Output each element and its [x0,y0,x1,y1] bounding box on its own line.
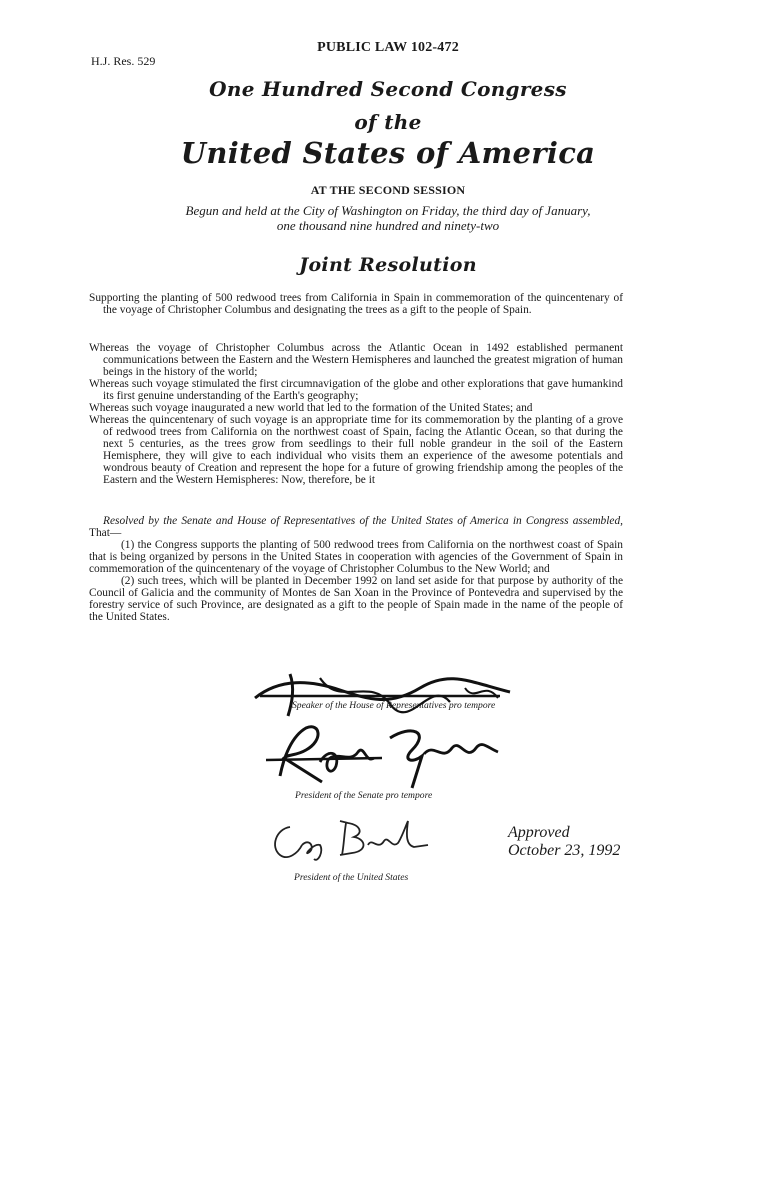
whereas-clause-1: Whereas the voyage of Christopher Columbus across the Atlantic Ocean in 1492 established permanent communications between the Eastern and the Western Hemispheres and launched the greatest migration of human beings in the history of the world; [89,342,623,378]
senate-label: President of the Senate pro tempore [295,790,433,801]
whereas-clause-3: Whereas such voyage inaugurated a new world that led to the formation of the United States; and [89,402,533,414]
approved-date: October 23, 1992 [508,842,621,859]
speaker-label: Speaker of the House of Representatives pro tempore [292,700,496,711]
resolved-clause-2: (2) such trees, which will be planted in December 1992 on land set aside for that purpose by authority of the Council of Galicia and the community of Montes de San Xoan in the Province of Pontevedra and supervised by the forestry service of such Province, are designated as a gift to the people of Spain made in the name of the people of the United States. [89,575,623,623]
resolved-that: That— [89,527,122,539]
senate-signature [262,718,502,790]
country-title: United States of America [180,136,596,170]
approved-word: Approved [508,824,570,841]
president-label: President of the United States [294,872,409,883]
president-signature [268,815,438,865]
of-the-line: of the [354,110,422,134]
approval-note [508,824,620,860]
purpose-text: Supporting the planting of 500 redwood trees from California in Spain in commemoration of the quincentenary of the voyage of Christopher Columbus and designating the trees as a gift to the people of Spain. [89,292,623,316]
whereas-clause-4: Whereas the quincentenary of such voyage is an appropriate time for its commemoration by the planting of a grove of redwood trees from California on the northwest coast of Spain, facing the Atlantic Ocean, so that during the next 5 centuries, as the trees grow from seedlings to their full noble grandeur in the soil of the Eastern Hemisphere, they will give to each individual who visits them an experience of the awesome potentials and wondrous beauty of Creation and represent the hope for a future of growing friendship among the peoples of the Eastern and the Western Hemispheres: Now, therefore, be it [89,414,623,486]
resolution-number: H.J. Res. 529 [91,54,156,68]
resolved-italic: Resolved by the Senate and House of Representatives of the United States of America in Congress assembled, [103,515,623,527]
public-law-number: PUBLIC LAW 102-472 [317,40,459,55]
resolved-clause-1: (1) the Congress supports the planting of 500 redwood trees from California on the northwest coast of Spain that is being organized by persons in the United States in cooperation with agencies of the Government of Spain in commemoration of the quincentenary of the voyage of Christopher Columbus to the New World; and [89,539,623,575]
session-dates-line-2: one thousand nine hundred and ninety-two [276,218,500,233]
congress-title: One Hundred Second Congress [209,77,567,101]
session-dates-line-1: Begun and held at the City of Washington on Friday, the third day of January, [185,203,591,218]
whereas-clause-2: Whereas such voyage stimulated the first circumnavigation of the globe and other explorations that gave humankind its first genuine understanding of the Earth's geography; [89,378,623,402]
joint-resolution-heading: Joint Resolution [299,254,477,276]
session-heading: AT THE SECOND SESSION [310,183,466,197]
